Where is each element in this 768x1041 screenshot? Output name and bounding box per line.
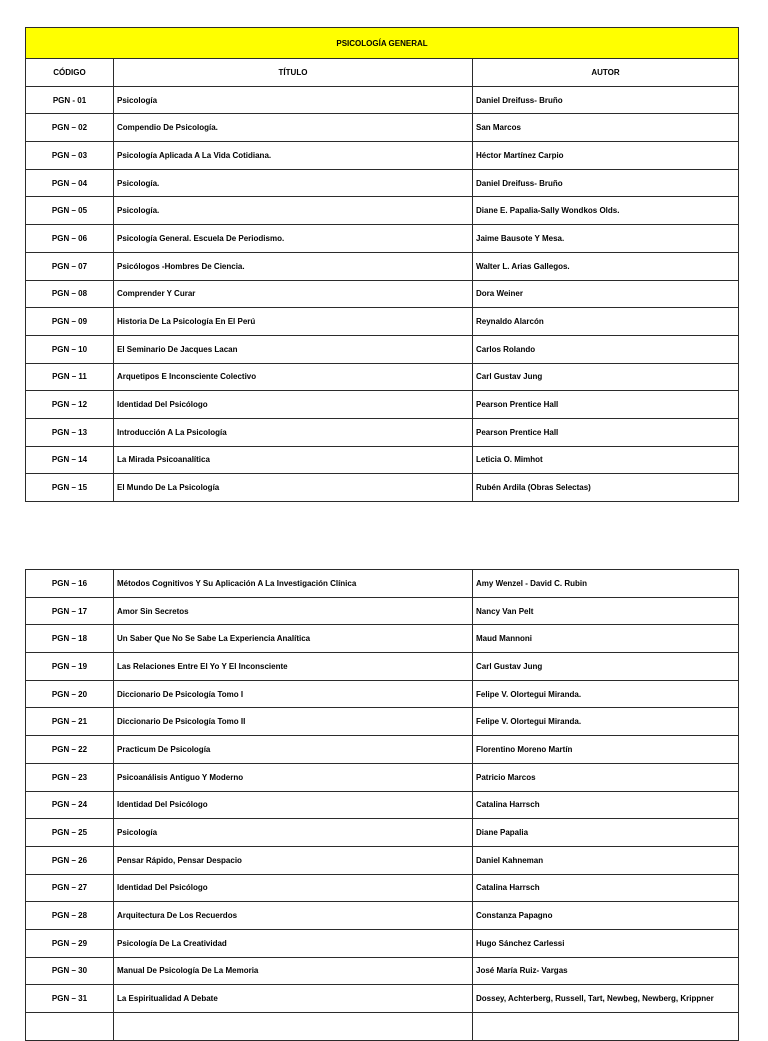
- book-code-cell: PGN – 09: [26, 308, 114, 336]
- table-row: [26, 446, 739, 474]
- book-code-cell: PGN – 05: [26, 197, 114, 225]
- book-author-cell: Catalina Harrsch: [473, 874, 739, 902]
- table-row: [26, 874, 739, 902]
- book-author-cell: Patricio Marcos: [473, 763, 739, 791]
- book-title-cell: Practicum De Psicología: [114, 736, 473, 764]
- table-row: [26, 280, 739, 308]
- table-row: [26, 957, 739, 985]
- table-row: [26, 985, 739, 1013]
- book-code-cell: PGN – 24: [26, 791, 114, 819]
- book-code-cell: PGN – 20: [26, 680, 114, 708]
- book-author-cell: Carlos Rolando: [473, 335, 739, 363]
- book-author-cell: Hugo Sánchez Carlessi: [473, 929, 739, 957]
- book-author-cell: Nancy Van Pelt: [473, 597, 739, 625]
- book-title-cell: Psicología De La Creatividad: [114, 929, 473, 957]
- table-row: [26, 846, 739, 874]
- book-code-cell: PGN – 29: [26, 929, 114, 957]
- book-author-cell: Diane Papalia: [473, 819, 739, 847]
- book-author-cell: Pearson Prentice Hall: [473, 418, 739, 446]
- book-author-cell: San Marcos: [473, 114, 739, 142]
- book-code-cell: PGN – 18: [26, 625, 114, 653]
- book-code-cell: PGN – 14: [26, 446, 114, 474]
- table-row: [26, 197, 739, 225]
- book-title-cell: Métodos Cognitivos Y Su Aplicación A La Investigación Clínica: [114, 570, 473, 598]
- table-title: PSICOLOGÍA GENERAL: [26, 28, 739, 59]
- book-title-cell: Psicólogos -Hombres De Ciencia.: [114, 252, 473, 280]
- book-author-cell: Dora Weiner: [473, 280, 739, 308]
- book-author-cell: Carl Gustav Jung: [473, 653, 739, 681]
- book-author-cell: Amy Wenzel - David C. Rubin: [473, 570, 739, 598]
- book-title-cell: Las Relaciones Entre El Yo Y El Inconsciente: [114, 653, 473, 681]
- book-title-cell: Arquitectura De Los Recuerdos: [114, 902, 473, 930]
- catalog-table-2: [25, 569, 739, 1041]
- book-code-cell: PGN – 02: [26, 114, 114, 142]
- book-code-cell: PGN – 03: [26, 142, 114, 170]
- table-row: [26, 86, 739, 114]
- book-code-cell: PGN – 31: [26, 985, 114, 1013]
- table-row: [26, 1013, 739, 1041]
- book-title-cell: Diccionario De Psicología Tomo I: [114, 680, 473, 708]
- table-row: [26, 335, 739, 363]
- book-code-cell: PGN – 27: [26, 874, 114, 902]
- book-author-cell: Daniel Dreifuss- Bruño: [473, 169, 739, 197]
- book-title-cell: Psicología Aplicada A La Vida Cotidiana.: [114, 142, 473, 170]
- book-code-cell: PGN – 21: [26, 708, 114, 736]
- table-row: [26, 225, 739, 253]
- book-code-cell: PGN – 26: [26, 846, 114, 874]
- table-row: [26, 736, 739, 764]
- book-title-cell: Psicología.: [114, 169, 473, 197]
- table-row: [26, 708, 739, 736]
- book-title-cell: El Mundo De La Psicología: [114, 474, 473, 502]
- book-code-cell: PGN – 25: [26, 819, 114, 847]
- book-title-cell: Psicología.: [114, 197, 473, 225]
- book-title-cell: Manual De Psicología De La Memoria: [114, 957, 473, 985]
- book-title-cell: Arquetipos E Inconsciente Colectivo: [114, 363, 473, 391]
- header-author: AUTOR: [473, 59, 739, 87]
- table-row: [26, 625, 739, 653]
- book-author-cell: Florentino Moreno Martín: [473, 736, 739, 764]
- book-author-cell: Carl Gustav Jung: [473, 363, 739, 391]
- table-row: [26, 169, 739, 197]
- book-code-cell: PGN – 06: [26, 225, 114, 253]
- table-row: [26, 680, 739, 708]
- book-author-cell: Constanza Papagno: [473, 902, 739, 930]
- book-author-cell: Maud Mannoni: [473, 625, 739, 653]
- book-title-cell: Historia De La Psicología En El Perú: [114, 308, 473, 336]
- book-author-cell: [473, 1013, 739, 1041]
- book-author-cell: Felipe V. Olortegui Miranda.: [473, 680, 739, 708]
- table-row: [26, 363, 739, 391]
- table-row: [26, 791, 739, 819]
- book-code-cell: PGN – 16: [26, 570, 114, 598]
- book-code-cell: PGN – 19: [26, 653, 114, 681]
- book-author-cell: Jaime Bausote Y Mesa.: [473, 225, 739, 253]
- book-code-cell: PGN - 01: [26, 86, 114, 114]
- book-title-cell: El Seminario De Jacques Lacan: [114, 335, 473, 363]
- book-author-cell: Felipe V. Olortegui Miranda.: [473, 708, 739, 736]
- table-row: [26, 142, 739, 170]
- book-title-cell: Pensar Rápido, Pensar Despacio: [114, 846, 473, 874]
- book-code-cell: PGN – 17: [26, 597, 114, 625]
- book-code-cell: PGN – 15: [26, 474, 114, 502]
- book-title-cell: Identidad Del Psicólogo: [114, 391, 473, 419]
- book-code-cell: PGN – 13: [26, 418, 114, 446]
- book-code-cell: PGN – 07: [26, 252, 114, 280]
- book-title-cell: [114, 1013, 473, 1041]
- book-code-cell: PGN – 12: [26, 391, 114, 419]
- table-row: [26, 570, 739, 598]
- book-author-cell: Daniel Dreifuss- Bruño: [473, 86, 739, 114]
- book-author-cell: Diane E. Papalia-Sally Wondkos Olds.: [473, 197, 739, 225]
- book-code-cell: PGN – 30: [26, 957, 114, 985]
- book-author-cell: Rubén Ardila (Obras Selectas): [473, 474, 739, 502]
- book-author-cell: Reynaldo Alarcón: [473, 308, 739, 336]
- table-row: [26, 418, 739, 446]
- catalog-table-1: [25, 27, 739, 502]
- book-author-cell: José María Ruiz- Vargas: [473, 957, 739, 985]
- book-code-cell: [26, 1013, 114, 1041]
- book-code-cell: PGN – 10: [26, 335, 114, 363]
- book-title-cell: Comprender Y Curar: [114, 280, 473, 308]
- table-row: [26, 929, 739, 957]
- book-author-cell: Pearson Prentice Hall: [473, 391, 739, 419]
- book-author-cell: Catalina Harrsch: [473, 791, 739, 819]
- table-row: [26, 763, 739, 791]
- book-title-cell: Compendio De Psicología.: [114, 114, 473, 142]
- book-title-cell: Diccionario De Psicología Tomo II: [114, 708, 473, 736]
- book-code-cell: PGN – 11: [26, 363, 114, 391]
- book-title-cell: La Mirada Psicoanalítica: [114, 446, 473, 474]
- header-row: [26, 59, 739, 87]
- table-row: [26, 474, 739, 502]
- book-title-cell: Psicología General. Escuela De Periodismo.: [114, 225, 473, 253]
- header-title: TÍTULO: [114, 59, 473, 87]
- book-title-cell: La Espiritualidad A Debate: [114, 985, 473, 1013]
- table-row: [26, 391, 739, 419]
- book-title-cell: Introducción A La Psicología: [114, 418, 473, 446]
- table-row: [26, 902, 739, 930]
- book-code-cell: PGN – 04: [26, 169, 114, 197]
- book-title-cell: Un Saber Que No Se Sabe La Experiencia Analítica: [114, 625, 473, 653]
- table-row: [26, 819, 739, 847]
- table-row: [26, 252, 739, 280]
- book-author-cell: Héctor Martínez Carpio: [473, 142, 739, 170]
- book-code-cell: PGN – 23: [26, 763, 114, 791]
- book-title-cell: Identidad Del Psicólogo: [114, 874, 473, 902]
- header-code: CÓDIGO: [26, 59, 114, 87]
- table-row: [26, 114, 739, 142]
- book-title-cell: Identidad Del Psicólogo: [114, 791, 473, 819]
- book-author-cell: Dossey, Achterberg, Russell, Tart, Newbeg, Newberg, Krippner: [473, 985, 739, 1013]
- book-title-cell: Psicología: [114, 86, 473, 114]
- table-row: [26, 308, 739, 336]
- book-author-cell: Daniel Kahneman: [473, 846, 739, 874]
- table-title-row: [26, 28, 739, 59]
- table-row: [26, 597, 739, 625]
- book-title-cell: Psicología: [114, 819, 473, 847]
- book-author-cell: Walter L. Arias Gallegos.: [473, 252, 739, 280]
- book-author-cell: Leticia O. Mimhot: [473, 446, 739, 474]
- book-code-cell: PGN – 08: [26, 280, 114, 308]
- table-row: [26, 653, 739, 681]
- book-code-cell: PGN – 28: [26, 902, 114, 930]
- book-title-cell: Amor Sin Secretos: [114, 597, 473, 625]
- book-title-cell: Psicoanálisis Antiguo Y Moderno: [114, 763, 473, 791]
- book-code-cell: PGN – 22: [26, 736, 114, 764]
